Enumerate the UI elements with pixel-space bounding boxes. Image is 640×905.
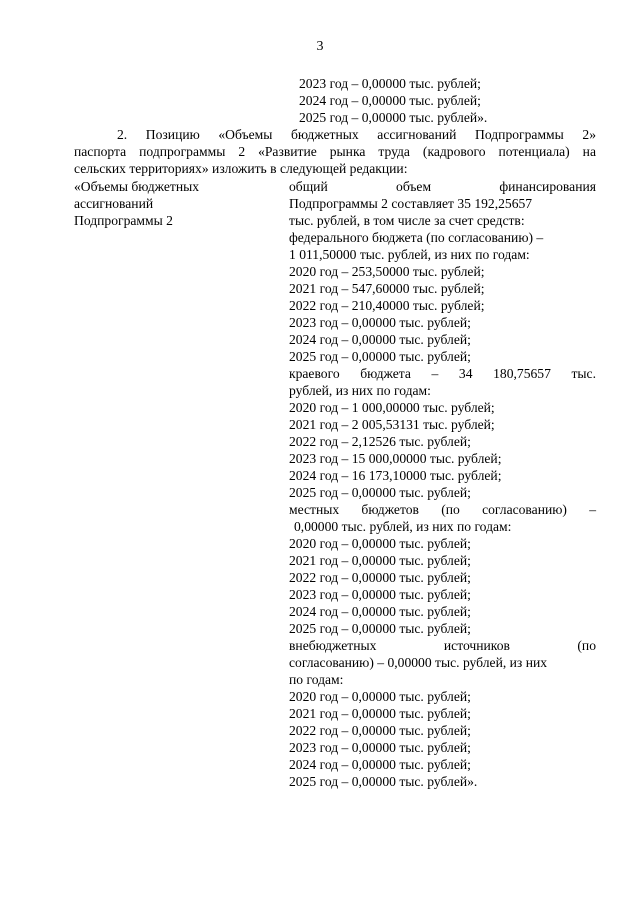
federal-year-line: 2021 год – 547,60000 тыс. рублей; [289, 281, 485, 296]
local-year-line: 2022 год – 0,00000 тыс. рублей; [289, 570, 471, 585]
page-number: 3 [316, 39, 324, 54]
regional-year-line: 2024 год – 16 173,10000 тыс. рублей; [289, 468, 502, 483]
left-column-line: Подпрограммы 2 [74, 213, 173, 228]
extrabudget-header-line: внебюджетных источников (по [289, 638, 596, 653]
federal-year-line: 2022 год – 210,40000 тыс. рублей; [289, 298, 485, 313]
previous-section-continuation [299, 75, 599, 126]
regional-header-line: краевого бюджета – 34 180,75657 тыс. [289, 366, 596, 381]
regional-year-line: 2021 год – 2 005,53131 тыс. рублей; [289, 417, 495, 432]
local-header-line: 0,00000 тыс. рублей, из них по годам: [294, 519, 512, 534]
regional-year-line: 2020 год – 1 000,00000 тыс. рублей; [289, 400, 495, 415]
continuation-line: 2024 год – 0,00000 тыс. рублей; [299, 93, 481, 108]
extrabudget-year-line: 2025 год – 0,00000 тыс. рублей». [289, 774, 478, 789]
regional-year-line: 2025 год – 0,00000 тыс. рублей; [289, 485, 471, 500]
extrabudget-year-line: 2021 год – 0,00000 тыс. рублей; [289, 706, 471, 721]
federal-year-line: 2024 год – 0,00000 тыс. рублей; [289, 332, 471, 347]
funding-intro-line: 1 011,50000 тыс. рублей, из них по годам: [289, 247, 530, 262]
regional-year-line: 2023 год – 15 000,00000 тыс. рублей; [289, 451, 502, 466]
left-column-line: ассигнований [74, 196, 154, 211]
funding-intro-line: общий объем финансирования [289, 179, 596, 194]
extrabudget-year-line: 2024 год – 0,00000 тыс. рублей; [289, 757, 471, 772]
paragraph-line: 2. Позицию «Объемы бюджетных ассигнований Подпрограммы 2» [117, 127, 596, 142]
federal-year-line: 2025 год – 0,00000 тыс. рублей; [289, 349, 471, 364]
local-year-line: 2024 год – 0,00000 тыс. рублей; [289, 604, 471, 619]
table-right-column [289, 178, 596, 790]
extrabudget-year-line: 2022 год – 0,00000 тыс. рублей; [289, 723, 471, 738]
local-year-line: 2023 год – 0,00000 тыс. рублей; [289, 587, 471, 602]
extrabudget-header-line: по годам: [289, 672, 344, 687]
local-year-line: 2021 год – 0,00000 тыс. рублей; [289, 553, 471, 568]
paragraph-line: паспорта подпрограммы 2 «Развитие рынка труда (кадрового потенциала) на [74, 144, 596, 159]
funding-intro-line: Подпрограммы 2 составляет 35 192,25657 [289, 196, 533, 211]
funding-intro-line: тыс. рублей, в том числе за счет средств: [289, 213, 525, 228]
paragraph-line: сельских территориях» изложить в следующей редакции: [74, 161, 408, 176]
local-year-line: 2020 год – 0,00000 тыс. рублей; [289, 536, 471, 551]
left-column-line: «Объемы бюджетных [74, 179, 200, 194]
table-left-column [74, 178, 274, 229]
federal-year-line: 2023 год – 0,00000 тыс. рублей; [289, 315, 471, 330]
continuation-line: 2025 год – 0,00000 тыс. рублей». [299, 110, 488, 125]
extrabudget-year-line: 2020 год – 0,00000 тыс. рублей; [289, 689, 471, 704]
local-year-line: 2025 год – 0,00000 тыс. рублей; [289, 621, 471, 636]
federal-year-line: 2020 год – 253,50000 тыс. рублей; [289, 264, 485, 279]
regional-header-line: рублей, из них по годам: [289, 383, 431, 398]
funding-intro-line: федерального бюджета (по согласованию) – [289, 230, 544, 245]
local-header-line: местных бюджетов (по согласованию) – [289, 502, 596, 517]
extrabudget-header-line: согласованию) – 0,00000 тыс. рублей, из них [289, 655, 548, 670]
continuation-line: 2023 год – 0,00000 тыс. рублей; [299, 76, 481, 91]
extrabudget-year-line: 2023 год – 0,00000 тыс. рублей; [289, 740, 471, 755]
amendment-paragraph [74, 126, 596, 177]
regional-year-line: 2022 год – 2,12526 тыс. рублей; [289, 434, 471, 449]
